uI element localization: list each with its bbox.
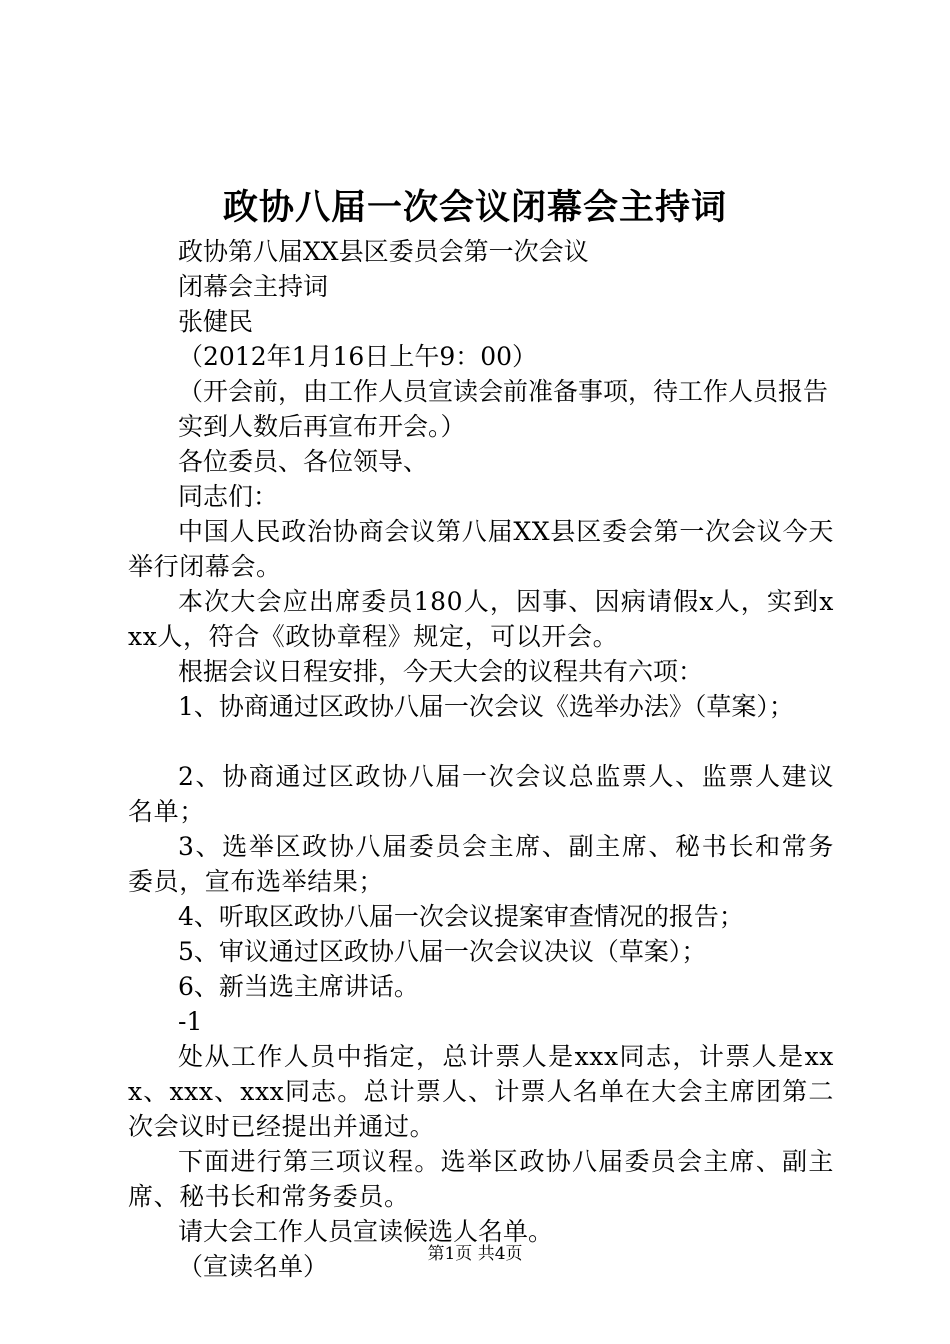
agenda-item-3: 3、选举区政协八届委员会主席、副主席、秘书长和常务委员，宣布选举结果； [128,832,834,896]
paragraph-agenda-intro: 根据会议日程安排，今天大会的议程共有六项： [178,657,704,686]
paragraph-opening: 中国人民政治协商会议第八届XX县区委会第一次会议今天举行闭幕会。 [128,517,834,581]
page-number-footer: 第1页 共4页 [427,1244,523,1264]
paragraph-read-candidates: 请大会工作人员宣读候选人名单。 [178,1217,554,1246]
agenda-item-6: 6、新当选主席讲话。 [178,972,419,1001]
blank-line [128,724,834,759]
paragraph-author: 张健民 [178,307,254,336]
paragraph-greeting: 各位委员、各位领导、 [178,447,429,476]
agenda-item-1: 1、协商通过区政协八届一次会议《选举办法》（草案）； [178,692,794,721]
paragraph-attendance: 本次大会应出席委员180人，因事、因病请假x人，实到xxx人，符合《政协章程》规定，可以开会。 [128,587,834,651]
paragraph-read-list: （宣读名单） [178,1252,329,1281]
paragraph-vote-counters: 处从工作人员中指定，总计票人是xxx同志，计票人是xxx、xxx、xxx同志。总计票人、计票人名单在大会主席团第二次会议时已经提出并通过。 [128,1042,834,1141]
paragraph-committee-name: 政协第八届XX县区委员会第一次会议 [178,237,589,266]
paragraph-pre-meeting-note: （开会前，由工作人员宣读会前准备事项，待工作人员报告 [178,377,829,406]
document-body [128,234,834,1284]
paragraph-third-agenda: 下面进行第三项议程。选举区政协八届委员会主席、副主席、秘书长和常务委员。 [128,1147,834,1211]
paragraph-page-marker: -1 [178,1007,203,1036]
paragraph-subtitle: 闭幕会主持词 [178,272,329,301]
paragraph-greeting-comrades: 同志们： [178,482,279,511]
paragraph-pre-meeting-note-continued: 实到人数后再宣布开会。） [178,412,466,441]
agenda-item-5: 5、审议通过区政协八届一次会议决议（草案）； [178,937,707,966]
document-title: 政协八届一次会议闭幕会主持词 [222,187,727,228]
agenda-item-4: 4、听取区政协八届一次会议提案审查情况的报告； [178,902,744,931]
paragraph-date: （2012年1月16日上午9：00） [178,342,538,371]
agenda-item-2: 2、协商通过区政协八届一次会议总监票人、监票人建议名单； [128,762,834,826]
